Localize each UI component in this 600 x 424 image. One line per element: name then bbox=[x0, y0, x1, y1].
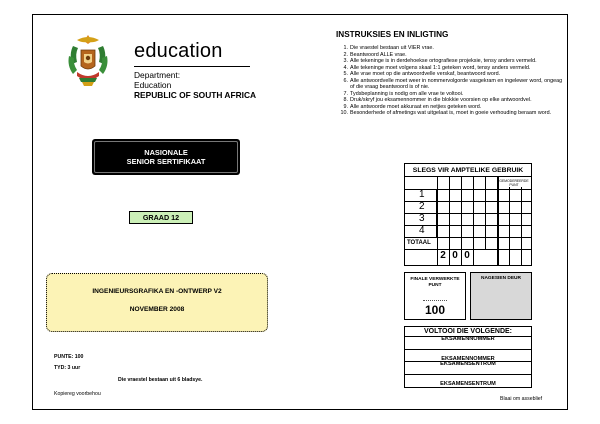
grid-line bbox=[405, 189, 531, 190]
nsc-line-2: SENIOR SERTIFIKAAT bbox=[126, 157, 206, 166]
question-label: 2 bbox=[405, 201, 437, 213]
instruction-item: 1. Die vraestel bestaan uit VIER vrae. bbox=[343, 45, 434, 51]
time-label: TYD: 3 uur bbox=[54, 365, 81, 371]
exam-centre-field[interactable]: EKSAMENSENTRUM bbox=[405, 362, 531, 375]
coat-of-arms-icon bbox=[63, 32, 113, 90]
instruction-item: 8. Druk/skryf jou eksamennommer in die blokkie voorsien op elke antwoordvel. bbox=[343, 97, 532, 103]
country-name: REPUBLIC OF SOUTH AFRICA bbox=[134, 90, 257, 100]
question-label: 1 bbox=[405, 189, 437, 201]
grid-line bbox=[485, 177, 486, 249]
total-digit: 0 bbox=[464, 250, 470, 261]
instruction-item: 5. Alle vrae moet op die antwoordvelle verskaf, beantwoord word. bbox=[343, 71, 501, 77]
instruction-item: 2. Beantwoord ALLE vrae. bbox=[343, 51, 407, 58]
final-mark-line bbox=[423, 300, 447, 301]
official-use-title: SLEGS VIR AMPTELIKE GEBRUIK bbox=[405, 164, 531, 177]
grid-line bbox=[509, 187, 510, 266]
marks-grid bbox=[405, 177, 531, 266]
moderated-mark-label: GEMODEREERDE PUNT bbox=[499, 179, 529, 187]
instruction-item: 4. Alle tekeninge moet volgens skaal 1:1 geteken word, tensy anders vermeld. bbox=[343, 64, 531, 71]
total-label: TOTAAL bbox=[407, 240, 431, 246]
grid-line bbox=[521, 187, 522, 266]
complete-title: VOLTOOI DIE VOLGENDE: bbox=[405, 327, 531, 337]
official-use-table bbox=[404, 163, 532, 266]
question-label: 3 bbox=[405, 213, 437, 225]
department-name: Education bbox=[134, 80, 172, 90]
nsc-line-1: NASIONALE bbox=[144, 148, 188, 157]
copyright-note: Kopiereg voorbehou bbox=[54, 391, 101, 397]
moderated-by-box bbox=[470, 272, 532, 320]
subject-name: INGENIEURSGRAFIKA EN -ONTWERP V2 bbox=[92, 288, 222, 295]
instruction-item: 10. Besonderhede of afmetings wat uitgelaat is, moet in goeie verhouding beraam word. bbox=[340, 110, 552, 116]
grid-line bbox=[405, 237, 531, 238]
final-mark-box bbox=[404, 272, 466, 320]
final-mark-value: 100 bbox=[424, 303, 446, 317]
candidate-details-box bbox=[404, 326, 532, 388]
please-turn-over: Blaai om asseblief bbox=[500, 396, 543, 402]
moderated-by-label: NAGESIEN DEUR bbox=[481, 276, 521, 281]
instruction-item: 9. Alle antwoorde moet akkuraat en netjies geteken word. bbox=[343, 103, 482, 110]
marks-label: PUNTE: 100 bbox=[54, 354, 84, 360]
exam-centre-field-2[interactable]: EKSAMENSENTRUM bbox=[440, 380, 496, 387]
grade-label: GRAAD 12 bbox=[129, 211, 193, 224]
instructions-list bbox=[336, 45, 566, 117]
department-label: Department: bbox=[134, 70, 181, 80]
brand-divider bbox=[134, 66, 250, 67]
exam-date: NOVEMBER 2008 bbox=[129, 306, 185, 313]
total-digit: 2 bbox=[440, 250, 446, 261]
exam-number-field-2[interactable]: EKSAMENNOMMER bbox=[405, 350, 531, 363]
total-digit: 0 bbox=[452, 250, 458, 261]
instruction-item: 3. Alle tekeninge is in derdehoekse ortografiese projeksie, tensy anders vermeld. bbox=[343, 58, 537, 64]
brand-word: education bbox=[134, 40, 223, 62]
question-label: 4 bbox=[405, 225, 437, 237]
final-mark-label: FINALE VERWERKTE PUNT bbox=[410, 277, 460, 288]
department-block bbox=[134, 70, 256, 100]
subject-box bbox=[46, 273, 268, 332]
grid-line bbox=[405, 213, 531, 214]
pages-note: Die vraestel bestaan uit 6 bladsye. bbox=[118, 377, 203, 383]
exam-number-field[interactable]: EKSAMENNOMMER bbox=[405, 337, 531, 350]
nsc-banner bbox=[92, 139, 240, 175]
instruction-item: 6. Alle antwoordvelle moet weer in nommervolgorde vasgekram en ingelewer word, ongeag of die vraag beantwoord is of nie. bbox=[343, 77, 563, 90]
grid-line bbox=[405, 225, 531, 226]
instructions-title: INSTRUKSIES EN INLIGTING bbox=[336, 30, 449, 39]
instruction-item: 7. Tydsbeplanning is nodig om alle vrae te voltooi. bbox=[343, 90, 464, 97]
grid-line bbox=[497, 177, 499, 266]
grid-line bbox=[473, 177, 474, 266]
grid-line bbox=[405, 201, 531, 202]
